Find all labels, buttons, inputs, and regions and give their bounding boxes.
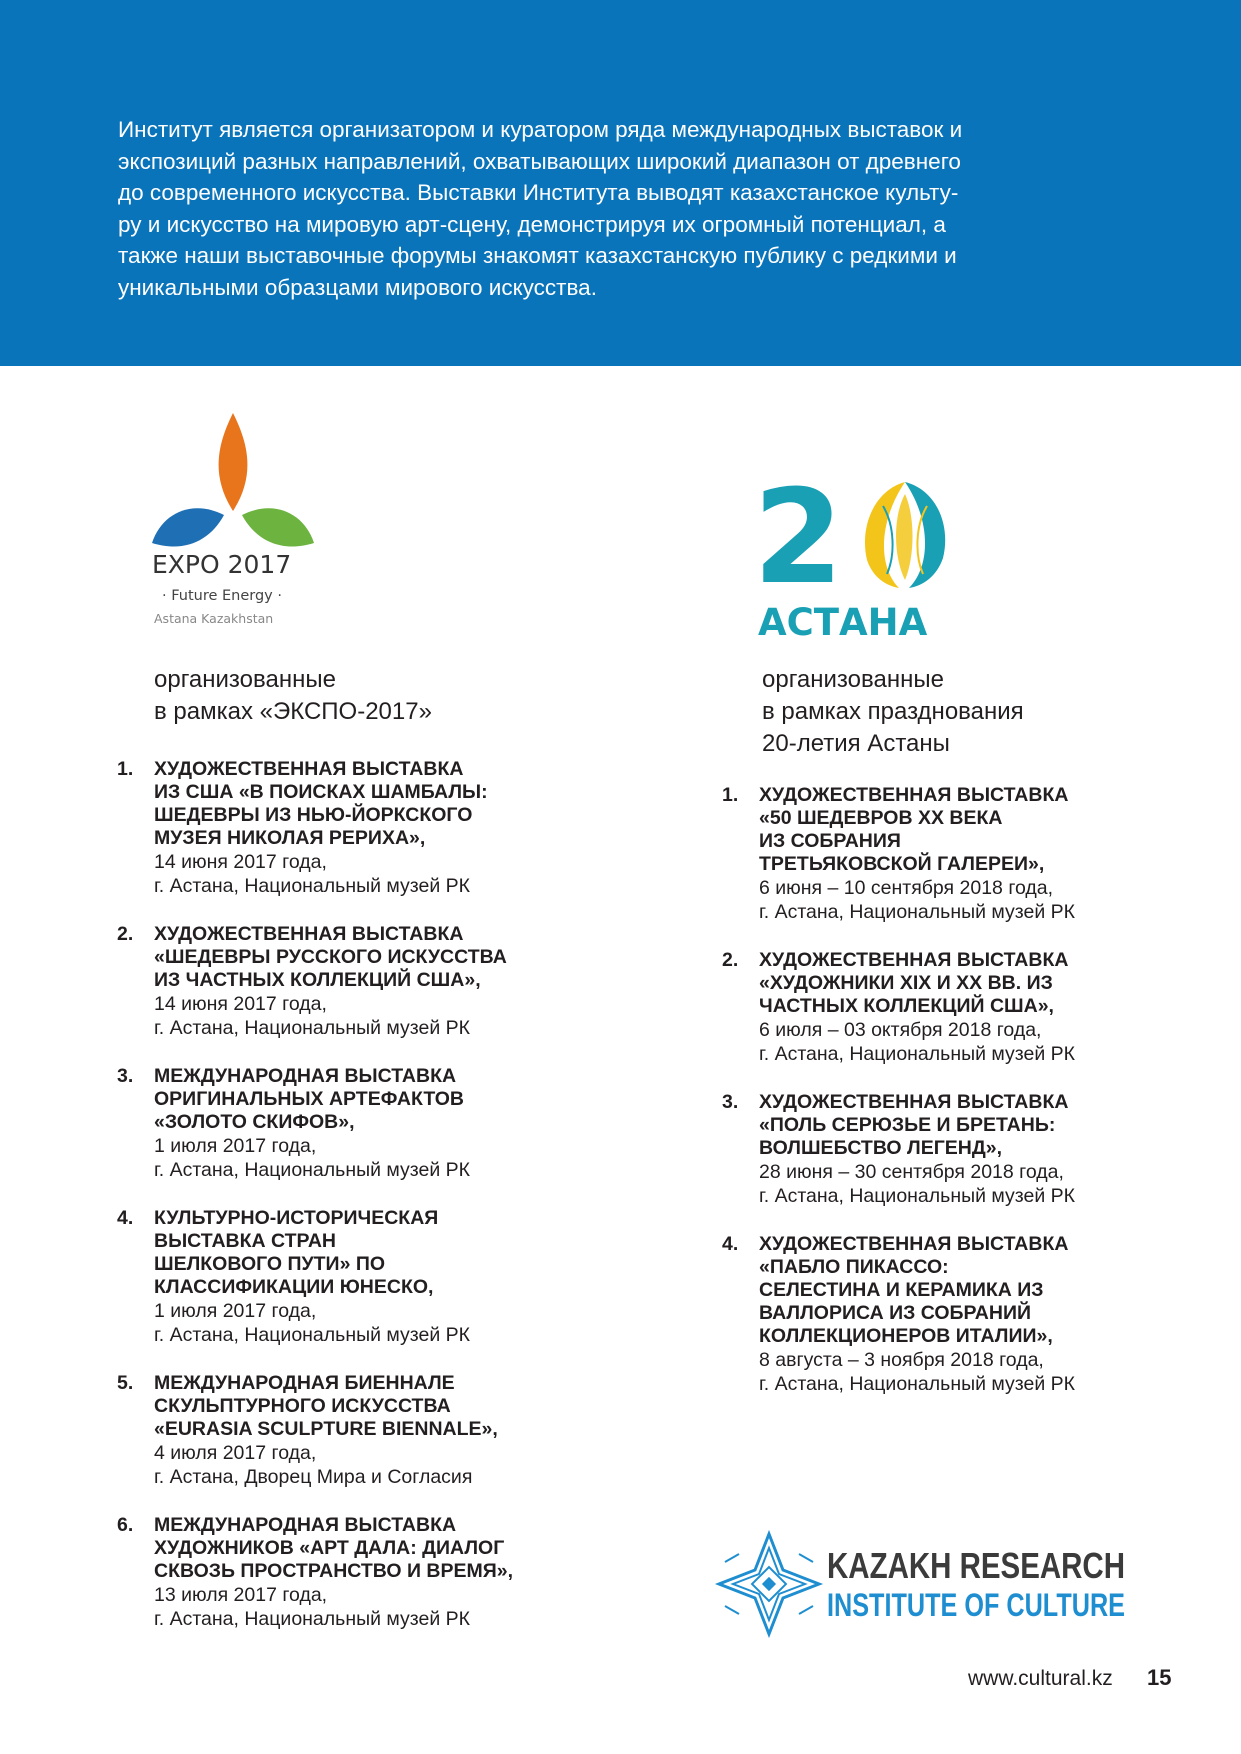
item-date: 13 июля 2017 года, — [154, 1584, 328, 1606]
item-number: 1. — [117, 758, 134, 780]
astana-number-two: 2 — [753, 461, 844, 613]
item-date: 1 июля 2017 года, — [154, 1300, 317, 1322]
exhibition-item — [117, 758, 587, 898]
kazakh-research-institute-logo — [717, 1532, 1127, 1637]
item-date: 28 июня – 30 сентября 2018 года, — [759, 1161, 1064, 1183]
website-link[interactable]: www.cultural.kz — [968, 1667, 1113, 1690]
item-date: 6 июля – 03 октября 2018 года, — [759, 1019, 1042, 1041]
item-place: г. Астана, Дворец Мира и Согласия — [154, 1466, 473, 1488]
item-title: ХУДОЖЕСТВЕННАЯ ВЫСТАВКА «ШЕДЕВРЫ РУССКОГО ИСКУССТВА ИЗ ЧАСТНЫХ КОЛЛЕКЦИЙ США», — [154, 923, 507, 991]
item-place: г. Астана, Национальный музей РК — [154, 1017, 471, 1039]
item-number: 3. — [117, 1065, 134, 1087]
exhibition-item — [117, 1207, 587, 1347]
item-place: г. Астана, Национальный музей РК — [759, 1373, 1076, 1395]
exhibition-item — [117, 1065, 587, 1182]
item-date: 4 июля 2017 года, — [154, 1442, 317, 1464]
right-heading-line: в рамках празднования — [762, 698, 1024, 725]
item-place: г. Астана, Национальный музей РК — [154, 1324, 471, 1346]
item-title: ХУДОЖЕСТВЕННАЯ ВЫСТАВКА «ПАБЛО ПИКАССО: СЕЛЕСТИНА И КЕРАМИКА ИЗ ВАЛЛОРИСА ИЗ СОБРАНИЙ КОЛЛЕКЦИОНЕРОВ ИТАЛИИ», — [759, 1233, 1069, 1347]
exhibition-item — [722, 1233, 1122, 1396]
item-title: ХУДОЖЕСТВЕННАЯ ВЫСТАВКА «ХУДОЖНИКИ XIX И XX ВВ. ИЗ ЧАСТНЫХ КОЛЛЕКЦИЙ США», — [759, 949, 1069, 1017]
item-title: МЕЖДУНАРОДНАЯ БИЕННАЛЕ СКУЛЬПТУРНОГО ИСКУССТВА «EURASIA SCULPTURE BIENNALE», — [154, 1372, 498, 1440]
expo-subtitle: · Future Energy · — [162, 588, 282, 604]
page-number: 15 — [1147, 1665, 1172, 1690]
item-title: ХУДОЖЕСТВЕННАЯ ВЫСТАВКА «50 ШЕДЕВРОВ ХХ ВЕКА ИЗ СОБРАНИЯ ТРЕТЬЯКОВСКОЙ ГАЛЕРЕИ», — [759, 784, 1069, 875]
expo-title: EXPO 2017 — [152, 550, 292, 579]
exhibition-item — [117, 1372, 587, 1489]
item-number: 4. — [722, 1233, 739, 1255]
item-place: г. Астана, Национальный музей РК — [759, 1043, 1076, 1065]
intro-banner — [0, 0, 1241, 366]
item-number: 3. — [722, 1091, 739, 1113]
item-number: 1. — [722, 784, 739, 806]
right-heading-line: организованные — [762, 666, 944, 693]
exhibition-item — [117, 1514, 587, 1631]
item-place: г. Астана, Национальный музей РК — [154, 875, 471, 897]
item-number: 6. — [117, 1514, 134, 1536]
ornament-icon — [719, 1534, 819, 1634]
exhibition-item — [722, 784, 1122, 924]
kric-line-1: KAZAKH RESEARCH — [827, 1545, 1125, 1586]
item-place: г. Астана, Национальный музей РК — [154, 1159, 471, 1181]
item-date: 14 июня 2017 года, — [154, 993, 327, 1015]
left-heading-line: в рамках «ЭКСПО-2017» — [154, 698, 432, 725]
item-date: 8 августа – 3 ноября 2018 года, — [759, 1349, 1044, 1371]
item-number: 4. — [117, 1207, 134, 1229]
right-heading-line: 20-летия Астаны — [762, 730, 950, 757]
exhibition-item — [117, 923, 587, 1040]
baiterek-zero-icon — [865, 482, 945, 588]
left-heading-line: организованные — [154, 666, 336, 693]
item-title: ХУДОЖЕСТВЕННАЯ ВЫСТАВКА «ПОЛЬ СЕРЮЗЬЕ И БРЕТАНЬ: ВОЛШЕБСТВО ЛЕГЕНД», — [759, 1091, 1069, 1159]
item-number: 5. — [117, 1372, 134, 1394]
astana-20-logo — [753, 461, 960, 644]
expo-orange-petal — [219, 413, 248, 511]
item-number: 2. — [117, 923, 134, 945]
intro-text: Институт является организатором и куратором ряда международных выставок и экспозиций разных направлений, охватывающих широкий диапазон от древнего до современного искусства. Выставки Института выводят казахстанское культу- ру и искусство на мировую арт-сцену, демонстрируя их огромный потенциал, а также наши выставочные форумы знакомят казахстанскую публику с редкими и уникальными образцами мирового искусства. — [118, 117, 963, 300]
expo-location: Astana Kazakhstan — [154, 611, 274, 626]
item-date: 14 июня 2017 года, — [154, 851, 327, 873]
item-place: г. Астана, Национальный музей РК — [154, 1608, 471, 1630]
expo-blue-petal — [152, 508, 224, 546]
kric-line-2: INSTITUTE OF CULTURE — [827, 1587, 1125, 1623]
astana-anniversary-exhibitions-list — [722, 784, 1122, 1421]
astana-city-label: АСТАНА — [758, 601, 928, 644]
expo-green-petal — [242, 508, 314, 546]
item-title: МЕЖДУНАРОДНАЯ ВЫСТАВКА ХУДОЖНИКОВ «АРТ ДАЛА: ДИАЛОГ СКВОЗЬ ПРОСТРАНСТВО И ВРЕМЯ», — [154, 1514, 514, 1582]
left-column-heading — [154, 664, 432, 728]
exhibition-item — [722, 1091, 1122, 1208]
item-number: 2. — [722, 949, 739, 971]
item-title: ХУДОЖЕСТВЕННАЯ ВЫСТАВКА ИЗ США «В ПОИСКАХ ШАМБАЛЫ: ШЕДЕВРЫ ИЗ НЬЮ-ЙОРКСКОГО МУЗЕЯ НИКОЛАЯ РЕРИХА», — [154, 758, 488, 849]
item-title: МЕЖДУНАРОДНАЯ ВЫСТАВКА ОРИГИНАЛЬНЫХ АРТЕФАКТОВ «ЗОЛОТО СКИФОВ», — [154, 1065, 465, 1133]
expo-2017-logo — [152, 413, 314, 633]
item-date: 1 июля 2017 года, — [154, 1135, 317, 1157]
right-column-heading — [762, 664, 1024, 760]
item-place: г. Астана, Национальный музей РК — [759, 901, 1076, 923]
item-title: КУЛЬТУРНО-ИСТОРИЧЕСКАЯ ВЫСТАВКА СТРАН ШЕЛКОВОГО ПУТИ» ПО КЛАССИФИКАЦИИ ЮНЕСКО, — [154, 1207, 439, 1298]
item-place: г. Астана, Национальный музей РК — [759, 1185, 1076, 1207]
expo-exhibitions-list — [117, 758, 587, 1656]
exhibition-item — [722, 949, 1122, 1066]
item-date: 6 июня – 10 сентября 2018 года, — [759, 877, 1054, 899]
